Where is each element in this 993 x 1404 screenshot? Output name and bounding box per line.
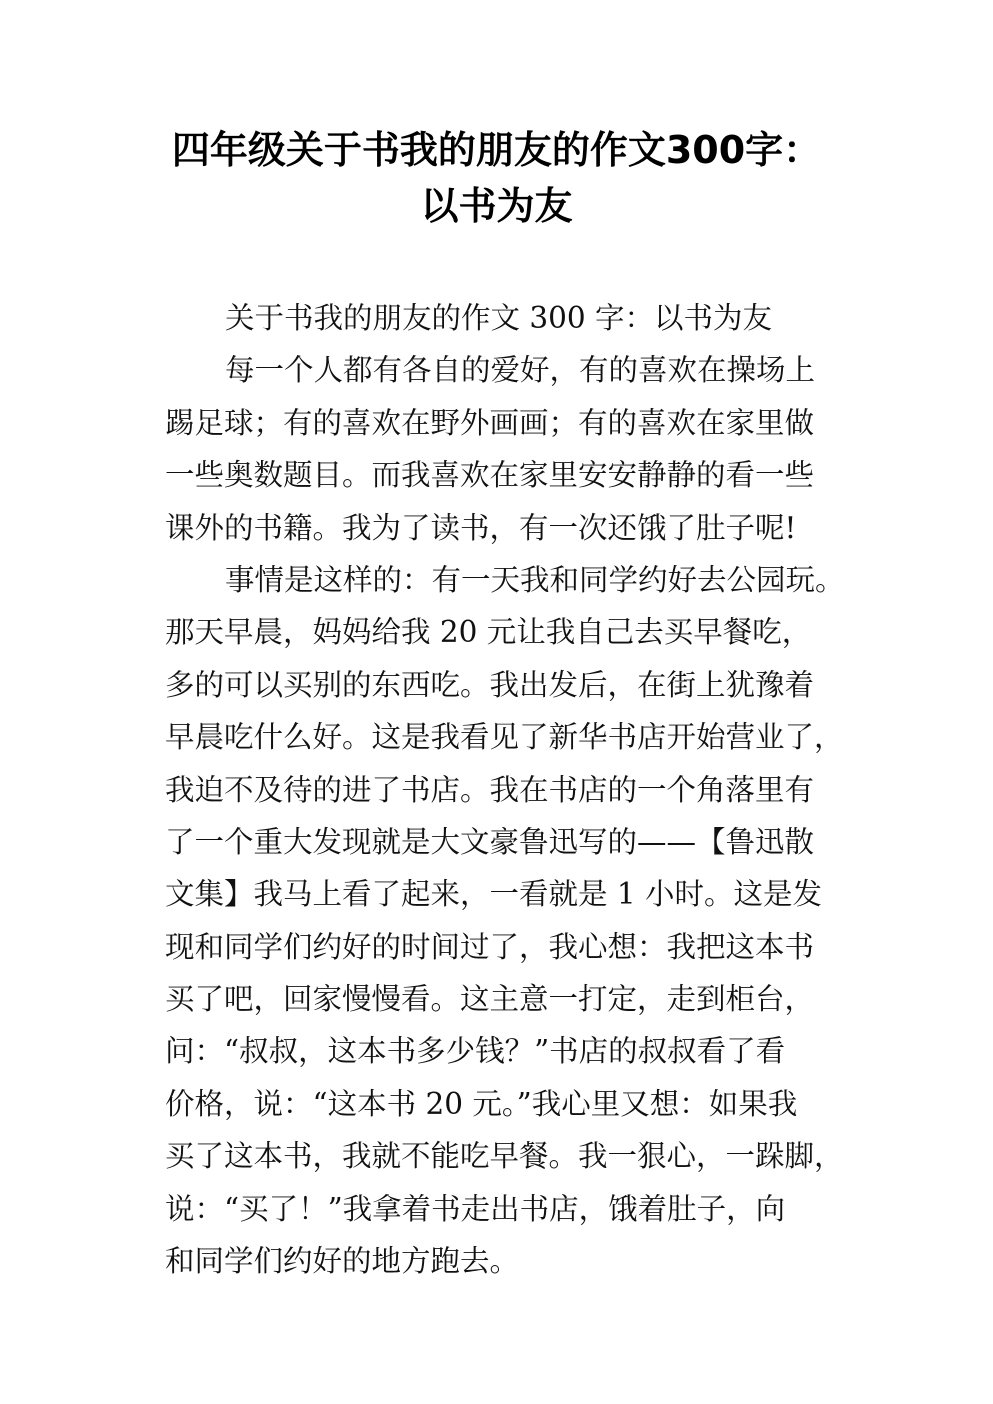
paragraph-1-line-4: 课外的书籍。我为了读书，有一次还饿了肚子呢! <box>165 510 797 545</box>
paragraph-2-line-7: 文集】我马上看了起来，一看就是 1 小时。这是发 <box>165 877 823 912</box>
paragraph-1-line-2: 踢足球；有的喜欢在野外画画；有的喜欢在家里做 <box>165 405 815 440</box>
title-line-2: 以书为友 <box>420 184 573 228</box>
paragraph-2-line-10: 问：“叔叔，这本书多少钱？”书店的叔叔看了看 <box>165 1034 786 1069</box>
paragraph-2-line-9: 买了吧，回家慢慢看。这主意一打定，走到柜台， <box>165 982 815 1017</box>
document-body <box>165 292 845 1287</box>
paragraph-2-line-2: 那天早晨，妈妈给我 20 元让我自己去买早餐吃， <box>165 615 812 650</box>
document-title <box>130 122 863 234</box>
paragraph-2-line-1: 事情是这样的：有一天我和同学约好去公园玩。 <box>225 562 845 597</box>
paragraph-1-line-3: 一些奥数题目。而我喜欢在家里安安静静的看一些 <box>165 458 815 493</box>
paragraph-2-line-8: 现和同学们约好的时间过了，我心想：我把这本书 <box>165 929 815 964</box>
subtitle-line: 关于书我的朋友的作文 300 字：以书为友 <box>225 301 773 335</box>
paragraph-2-line-6: 了一个重大发现就是大文豪鲁迅写的——【鲁迅散 <box>165 824 815 859</box>
paragraph-2-line-3: 多的可以买别的东西吃。我出发后，在街上犹豫着 <box>165 667 815 702</box>
paragraph-1-line-1: 每一个人都有各自的爱好，有的喜欢在操场上 <box>225 353 816 388</box>
paragraph-2-line-11: 价格，说：“这本书 20 元。”我心里又想：如果我 <box>165 1086 798 1121</box>
title-line-1: 四年级关于书我的朋友的作文300字： <box>171 128 822 172</box>
paragraph-2-line-14: 和同学们约好的地方跑去。 <box>165 1244 520 1279</box>
paragraph-2-line-4: 早晨吃什么好。这是我看见了新华书店开始营业了， <box>165 720 844 755</box>
paragraph-2-line-13: 说：“买了！”我拿着书走出书店，饿着肚子，向 <box>165 1191 786 1226</box>
paragraph-2-line-5: 我迫不及待的进了书店。我在书店的一个角落里有 <box>165 772 815 807</box>
paragraph-2-line-12: 买了这本书，我就不能吃早餐。我一狠心，一跺脚， <box>165 1139 844 1174</box>
